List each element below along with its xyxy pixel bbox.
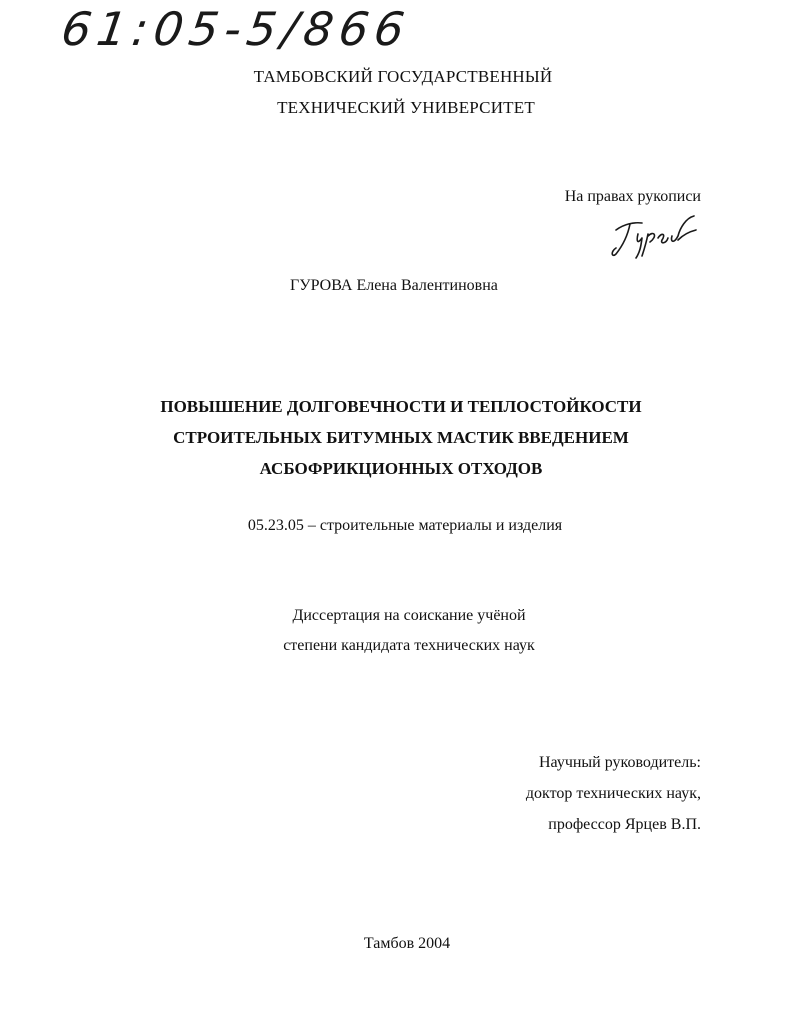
- dissertation-title-line-1: ПОВЫШЕНИЕ ДОЛГОВЕЧНОСТИ И ТЕПЛОСТОЙКОСТИ: [160, 397, 642, 416]
- university-name-line-1: ТАМБОВСКИЙ ГОСУДАРСТВЕННЫЙ: [253, 67, 553, 86]
- supervisor-label: Научный руководитель:: [538, 754, 701, 771]
- place-and-year: Тамбов 2004: [363, 935, 451, 952]
- handwritten-signature: [608, 210, 700, 260]
- rights-note: На правах рукописи: [564, 188, 701, 205]
- dissertation-title-line-3: АСБОФРИКЦИОННЫХ ОТХОДОВ: [259, 459, 543, 478]
- supervisor-degree: доктор технических наук,: [525, 785, 701, 802]
- dissertation-type-line-2: степени кандидата технических наук: [283, 637, 535, 654]
- specialty-code: 05.23.05 – строительные материалы и изделия: [247, 517, 563, 534]
- dissertation-type-line-1: Диссертация на соискание учёной: [292, 607, 526, 624]
- supervisor-name: профессор Ярцев В.П.: [548, 816, 701, 833]
- handwritten-archive-code: 61:05-5/866: [58, 2, 414, 56]
- dissertation-title-line-2: СТРОИТЕЛЬНЫХ БИТУМНЫХ МАСТИК ВВЕДЕНИЕМ: [173, 428, 629, 447]
- author-name: ГУРОВА Елена Валентиновна: [290, 277, 498, 294]
- university-name-line-2: ТЕХНИЧЕСКИЙ УНИВЕРСИТЕТ: [277, 98, 535, 117]
